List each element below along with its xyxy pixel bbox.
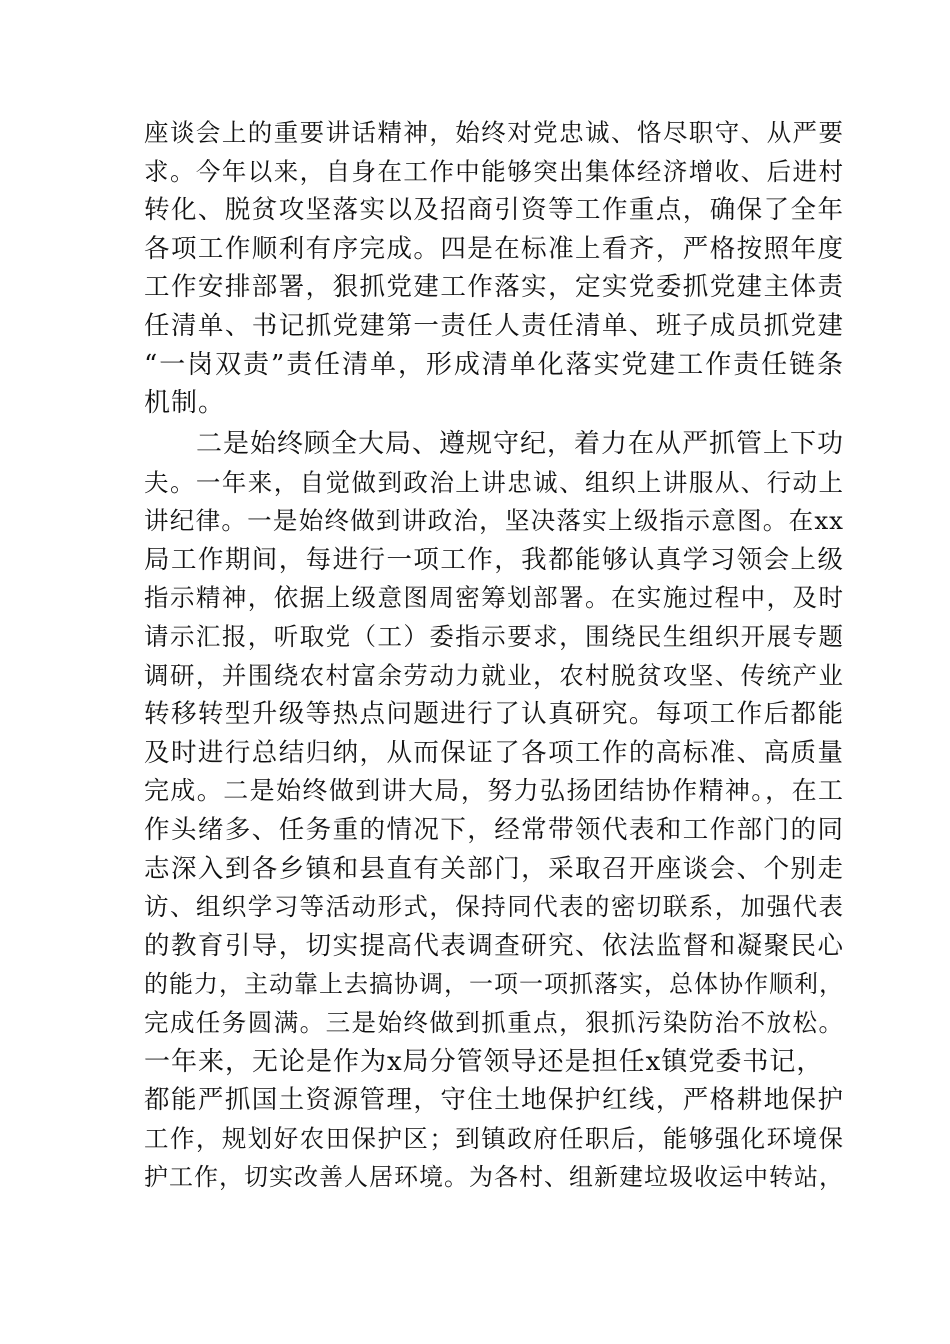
text-line: 二是始终顾全大局、遵规守纪，着力在从严抓管上下功 <box>196 429 845 459</box>
text-line: 护工作，切实改善人居环境。为各村、组新建垃圾收运中转站， <box>144 1163 844 1192</box>
text-line: “一岗双责”责任清单，形成清单化落实党建工作责任链条 <box>144 349 844 380</box>
text-line: 完成任务圆满。三是始终做到抓重点，狠抓污染防治不放松。 <box>144 1007 844 1037</box>
text-line: 的教育引导，切实提高代表调查研究、依法监督和凝聚民心 <box>144 930 844 961</box>
text-line: 机制。 <box>144 388 226 419</box>
text-line: 转移转型升级等热点问题进行了认真研究。每项工作后都能 <box>144 699 844 730</box>
text-line: 转化、脱贫攻坚落实以及招商引资等工作重点，确保了全年 <box>144 195 844 226</box>
text-line: 访、组织学习等活动形式，保持同代表的密切联系，加强代表 <box>144 892 844 922</box>
text-line: 调研，并围绕农村富余劳动力就业，农村脱贫攻坚、传统产业 <box>144 660 844 690</box>
text-line: 求。今年以来，自身在工作中能够突出集体经济增收、后进村 <box>144 156 844 186</box>
text-line: 讲纪律。一是始终做到讲政治，坚决落实上级指示意图。在xx <box>144 506 844 536</box>
text-line: 夫。一年来，自觉做到政治上讲忠诚、组织上讲服从、行动上 <box>144 467 844 497</box>
paragraph-2 <box>144 425 844 1197</box>
text-line: 及时进行总结归纳，从而保证了各项工作的高标准、高质量 <box>144 737 844 768</box>
text-line: 请示汇报，听取党（工）委指示要求，围绕民生组织开展专题 <box>144 621 844 651</box>
text-line: 的能力，主动靠上去搞协调，一项一项抓落实，总体协作顺利， <box>144 970 844 999</box>
text-line: 座谈会上的重要讲话精神，始终对党忠诚、恪尽职守、从严要 <box>144 118 844 147</box>
text-line: 各项工作顺利有序完成。四是在标准上看齐，严格按照年度 <box>144 233 844 264</box>
text-line: 工作，规划好农田保护区；到镇政府任职后，能够强化环境保 <box>144 1123 844 1153</box>
text-line: 志深入到各乡镇和县直有关部门，采取召开座谈会、个别走 <box>144 853 844 884</box>
text-line: 完成。二是始终做到讲大局，努力弘扬团结协作精神。，在工 <box>144 776 844 806</box>
text-line: 指示精神，依据上级意图周密筹划部署。在实施过程中，及时 <box>144 583 844 613</box>
text-line: 局工作期间，每进行一项工作，我都能够认真学习领会上级 <box>144 544 844 575</box>
text-line: 工作安排部署，狠抓党建工作落实，定实党委抓党建主体责 <box>144 272 844 303</box>
text-line: 作头绪多、任务重的情况下，经常带领代表和工作部门的同 <box>144 814 844 845</box>
text-line: 都能严抓国土资源管理，守住土地保护红线，严格耕地保护 <box>144 1085 844 1116</box>
paragraph-1 <box>144 114 844 423</box>
text-line: 任清单、书记抓党建第一责任人责任清单、班子成员抓党建 <box>144 310 844 341</box>
text-line: 一年来，无论是作为x局分管领导还是担任x镇党委书记， <box>144 1046 824 1077</box>
